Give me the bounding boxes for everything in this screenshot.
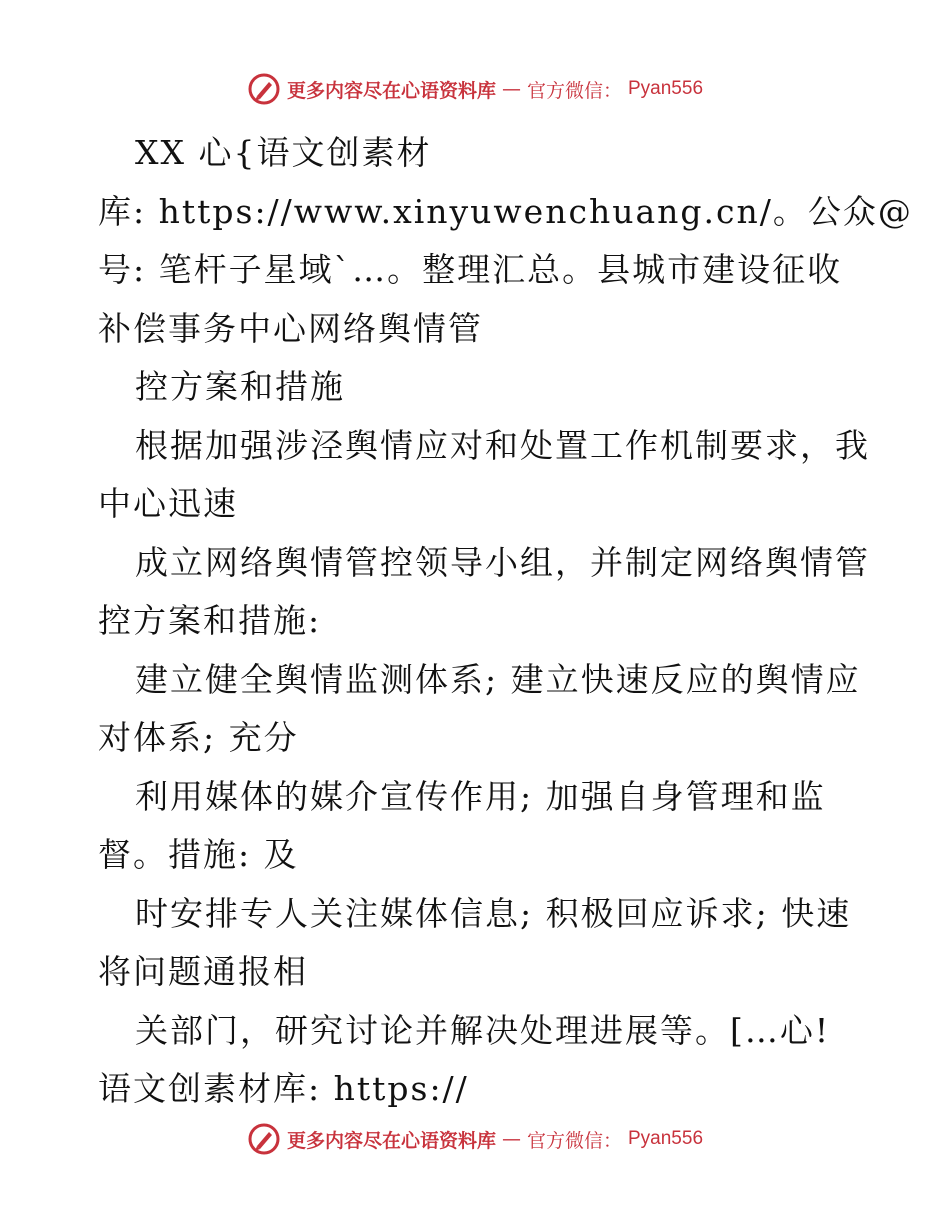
pen-circle-icon xyxy=(247,1122,281,1156)
doc-line: 语文创素材库: https:// xyxy=(98,1069,469,1108)
doc-line: 补偿事务中心网络舆情管 xyxy=(98,308,483,348)
doc-line: XX 心{语文创素材 xyxy=(135,133,432,172)
doc-line: 时安排专人关注媒体信息; 积极回应诉求; 快速 xyxy=(135,893,852,933)
banner-main-text: 更多内容尽在心语资料库 xyxy=(286,1129,496,1152)
banner-main-text: 更多内容尽在心语资料库 xyxy=(286,79,496,102)
doc-line: 督。措施: 及 xyxy=(98,835,299,874)
doc-line: 号: 笔杆子星域`…。整理汇总。县城市建设征收 xyxy=(98,250,843,289)
header-banner xyxy=(0,72,950,106)
doc-line: 将问题通报相 xyxy=(98,952,308,991)
footer-banner xyxy=(0,1122,950,1156)
doc-line: 对体系; 充分 xyxy=(98,718,299,757)
banner-dash: — xyxy=(501,78,521,100)
banner-official-label: 官方微信： xyxy=(526,1129,622,1152)
doc-line: 建立健全舆情监测体系; 建立快速反应的舆情应 xyxy=(135,659,861,699)
doc-line: 控方案和措施: xyxy=(98,601,322,640)
document-body xyxy=(98,124,913,1119)
doc-line: 利用媒体的媒介宣传作用; 加强自身管理和监 xyxy=(135,776,826,816)
doc-line: 关部门，研究讨论并解决处理进展等。[…心! xyxy=(135,1010,831,1050)
doc-line: 库: https://www.xinyuwenchuang.cn/。公众@ xyxy=(98,191,913,231)
banner-wechat-id: Pyan556 xyxy=(628,1128,704,1149)
doc-line: 中心迅速 xyxy=(98,484,238,523)
banner-wechat-id: Pyan556 xyxy=(628,78,704,99)
doc-line: 成立网络舆情管控领导小组，并制定网络舆情管 xyxy=(135,542,870,582)
pen-circle-icon xyxy=(247,72,281,106)
doc-line: 根据加强涉泾舆情应对和处置工作机制要求，我 xyxy=(135,425,870,465)
banner-dash: — xyxy=(501,1128,521,1150)
banner-official-label: 官方微信： xyxy=(526,79,622,102)
doc-line: 控方案和措施 xyxy=(135,367,345,406)
